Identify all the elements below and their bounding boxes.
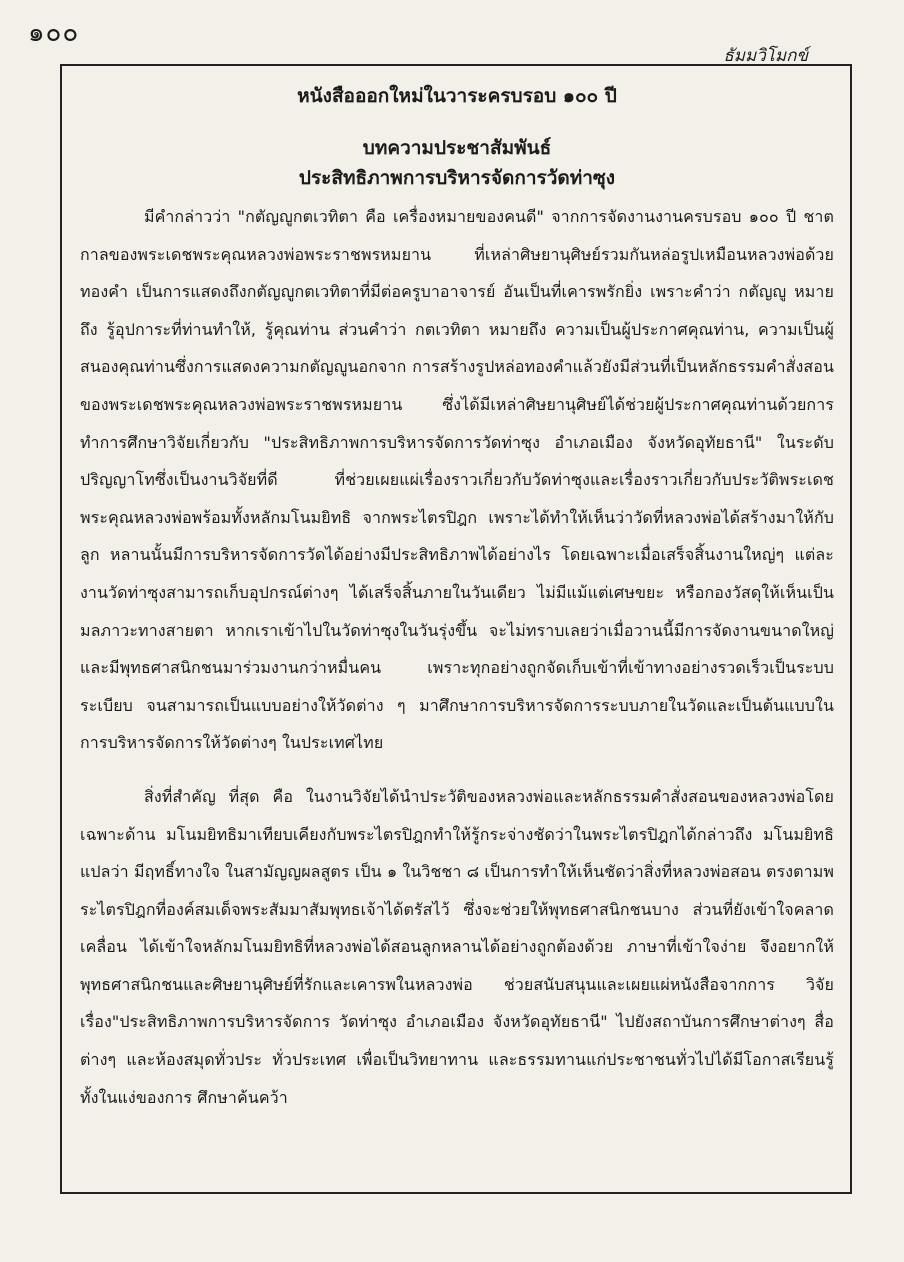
running-head: ธัมมวิโมกข์ xyxy=(723,46,808,66)
page-number: ๑๐๐ xyxy=(28,18,80,48)
article-subtitle: ประสิทธิภาพการบริหารจัดการวัดท่าซุง xyxy=(298,167,616,189)
article-subtitle-label: บทความประชาสัมพันธ์ xyxy=(362,137,552,159)
article-paragraph: สิ่งที่สำคัญ ที่สุด คือ ในงานวิจัยได้นำประวัติของหลวงพ่อและหลักธรรมคำสั่งสอนของหลวงพ่อโดยเฉพาะด้าน มโนมยิทธิมาเทียบเคียงกับพระไตรปิฎกทำให้รู้กระจ่างชัดว่าในพระไตรปิฎกได้กล่าวถึง มโนมยิทธิ แปลว่า มีฤทธิ์ทางใจ ในสามัญญผลสูตร เป็น ๑ ในวิชชา ๘ เป็นการทำให้เห็นชัดว่าสิ่งที่หลวงพ่อสอน ตรงตามพระไตรปิฎกที่องค์สมเด็จพระสัมมาสัมพุทธเจ้าได้ตรัสไว้ ซึ่งจะช่วยให้พุทธศาสนิกชนบาง ส่วนที่ยังเข้าใจคลาดเคลื่อน ได้เข้าใจหลักมโนมยิทธิที่หลวงพ่อได้สอนลูกหลานได้อย่างถูกต้องด้วย ภาษาที่เข้าใจง่าย จึงอยากให้พุทธศาสนิกชนและศิษยานุศิษย์ที่รักและเคารพในหลวงพ่อ ช่วยสนับสนุนและเผยแผ่หนังสือจากการ วิจัยเรื่อง"ประสิทธิภาพการบริหารจัดการ วัดท่าซุง อำเภอเมือง จังหวัดอุทัยธานี" ไปยังสถาบันการศึกษาต่างๆ สื่อต่างๆ และห้องสมุดทั่วประ ทั่วประเทศ เพื่อเป็นวิทยาทาน และธรรมทานแก่ประชาชนทั่วไปได้มีโอกาสเรียนรู้ ทั้งในแง่ของการ ศึกษาค้นคว้า xyxy=(80,786,834,1107)
article-frame xyxy=(60,64,852,1194)
article-title: หนังสือออกใหม่ในวาระครบรอบ ๑๐๐ ปี xyxy=(297,85,617,107)
article-paragraph: มีคำกล่าวว่า "กตัญญูกตเวทิตา คือ เครื่องหมายของคนดี" จากการจัดงานงานครบรอบ ๑๐๐ ปี ชาตกาลของพระเดชพระคุณหลวงพ่อพระราชพรหมยาน ที่เหล่าศิษยานุศิษย์รวมกันหล่อรูปเหมือนหลวงพ่อด้วยทองคำ เป็นการแสดงถึงกตัญญูกตเวทิตาที่มีต่อครูบาอาจารย์ อันเป็นที่เคารพรักยิ่ง เพราะคำว่า กตัญญู หมายถึง รู้อุปการะที่ท่านทำให้, รู้คุณท่าน ส่วนคำว่า กตเวทิตา หมายถึง ความเป็นผู้ประกาศคุณท่าน, ความเป็นผู้สนองคุณท่านซึ่งการแสดงความกตัญญูนอกจาก การสร้างรูปหล่อทองคำแล้วยังมีส่วนที่เป็นหลักธรรมคำสั่งสอนของพระเดชพระคุณหลวงพ่อพระราชพรหมยาน ซึ่งได้มีเหล่าศิษยานุศิษย์ได้ช่วยผู้ประกาศคุณท่านด้วยการทำการศึกษาวิจัยเกี่ยวกับ "ประสิทธิภาพการบริหารจัดการวัดท่าซุง อำเภอเมือง จังหวัดอุทัยธานี" ในระดับปริญญาโทซึ่งเป็นงานวิจัยที่ดี ที่ช่วยเผยแผ่เรื่องราวเกี่ยวกับวัดท่าซุงและเรื่องราวเกี่ยวกับประวัติพระเดชพระคุณหลวงพ่อพร้อมทั้งหลักมโนมยิทธิ จากพระไตรปิฎก เพราะได้ทำให้เห็นว่าวัดที่หลวงพ่อได้สร้างมาให้กับลูก หลานนั้นมีการบริหารจัดการวัดได้อย่างมีประสิทธิภาพได้อย่างไร โดยเฉพาะเมื่อเสร็จสิ้นงานใหญ่ๆ แต่ละงานวัดท่าซุงสามารถเก็บอุปกรณ์ต่างๆ ได้เสร็จสิ้นภายในวันเดียว ไม่มีแม้แต่เศษขยะ หรือกองวัสดุให้เห็นเป็นมลภาวะทางสายตา หากเราเข้าไปในวัดท่าซุงในวันรุ่งขึ้น จะไม่ทราบเลยว่าเมื่อวานนี้มีการจัดงานขนาดใหญ่และมีพุทธศาสนิกชนมาร่วมงานกว่าหมื่นคน เพราะทุกอย่างถูกจัดเก็บเข้าที่เข้าทางอย่างรวดเร็วเป็นระบบระเบียบ จนสามารถเป็นแบบอย่างให้วัดต่าง ๆ มาศึกษาการบริหารจัดการระบบภายในวัดและเป็นต้นแบบในการบริหารจัดการให้วัดต่างๆ ในประเทศไทย xyxy=(80,207,834,753)
